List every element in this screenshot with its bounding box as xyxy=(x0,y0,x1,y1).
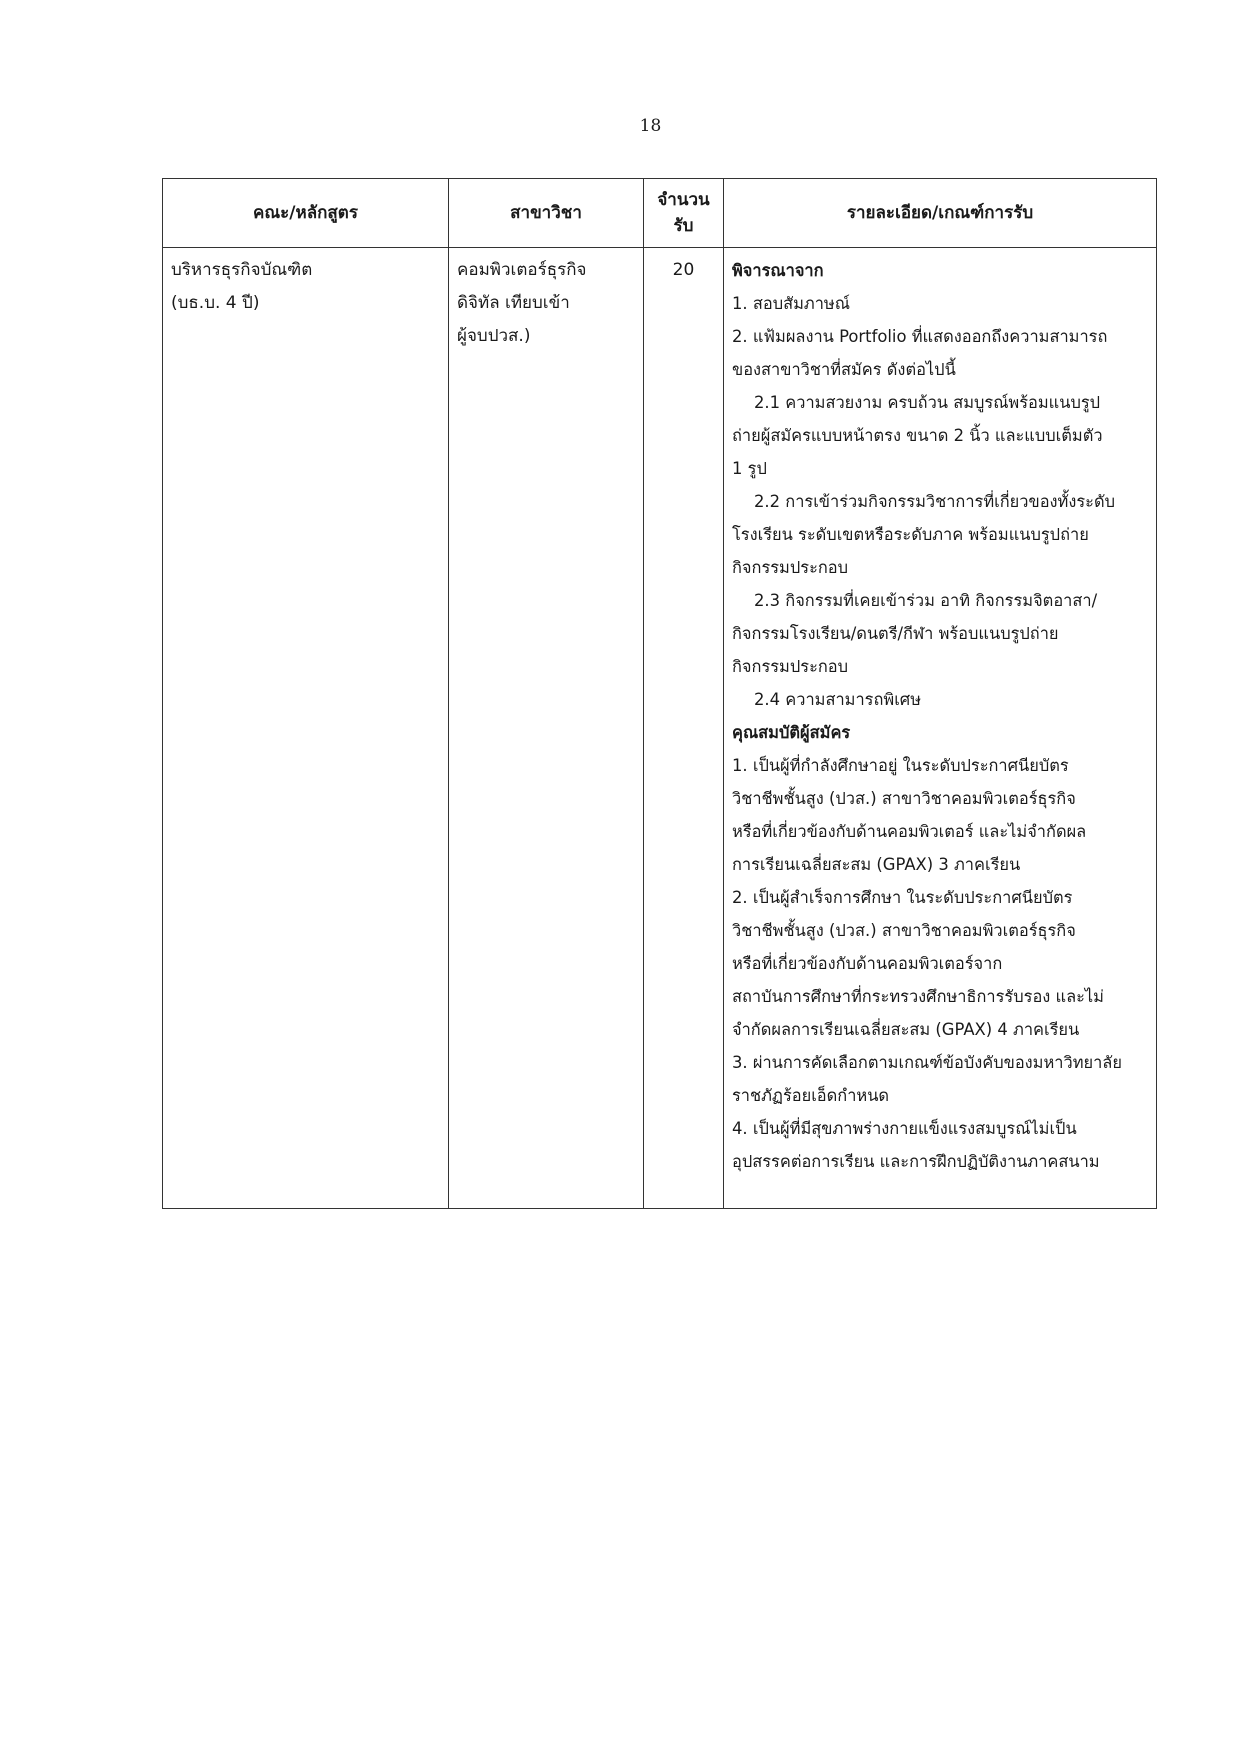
portfolio-line: โรงเรียน ระดับเขตหรือระดับภาค พร้อมแนบรูปถ่าย xyxy=(732,525,1089,544)
major-line: คอมพิวเตอร์ธุรกิจ xyxy=(457,260,587,280)
header-details: รายละเอียด/เกณฑ์การรับ xyxy=(724,179,1157,248)
qualification-title: คุณสมบัติผู้สมัคร xyxy=(732,723,851,742)
admission-table xyxy=(162,178,1157,1209)
consider-line: ของสาขาวิชาที่สมัคร ดังต่อไปนี้ xyxy=(732,360,956,379)
major-line: ผู้จบปวส.) xyxy=(457,326,531,346)
qualification-line: วิชาชีพชั้นสูง (ปวส.) สาขาวิชาคอมพิวเตอร์ธุรกิจ xyxy=(732,921,1076,940)
portfolio-line: 2.3 กิจกรรมที่เคยเข้าร่วม อาทิ กิจกรรมจิตอาสา/ xyxy=(754,591,1098,610)
portfolio-line: ถ่ายผู้สมัครแบบหน้าตรง ขนาด 2 นิ้ว และแบบเต็มตัว xyxy=(732,426,1103,445)
qualification-line: 4. เป็นผู้ที่มีสุขภาพร่างกายแข็งแรงสมบูรณ์ไม่เป็น xyxy=(732,1119,1077,1138)
qualification-line: จำกัดผลการเรียนเฉลี่ยสะสม (GPAX) 4 ภาคเรียน xyxy=(732,1020,1080,1039)
faculty-line: บริหารธุรกิจบัณฑิต xyxy=(171,260,313,280)
portfolio-list xyxy=(732,386,1148,716)
header-faculty: คณะ/หลักสูตร xyxy=(163,179,449,248)
cell-major xyxy=(449,248,644,1209)
header-major: สาขาวิชา xyxy=(449,179,644,248)
table-header-row xyxy=(163,179,1157,248)
major-line: ดิจิทัล เทียบเข้า xyxy=(457,293,570,313)
consider-title: พิจารณาจาก xyxy=(732,261,824,280)
qualification-line: 1. เป็นผู้ที่กำลังศึกษาอยู่ ในระดับประกาศนียบัตร xyxy=(732,756,1069,775)
qualification-line: หรือที่เกี่ยวข้องกับด้านคอมพิวเตอร์จาก xyxy=(732,954,1003,973)
qualification-line: 2. เป็นผู้สำเร็จการศึกษา ในระดับประกาศนียบัตร xyxy=(732,888,1073,907)
cell-faculty xyxy=(163,248,449,1209)
qualification-line: สถาบันการศึกษาที่กระทรวงศึกษาธิการรับรอง และไม่ xyxy=(732,987,1104,1006)
faculty-line: (บธ.บ. 4 ปี) xyxy=(171,293,260,313)
qualification-line: ราชภัฏร้อยเอ็ดกำหนด xyxy=(732,1086,890,1105)
consider-line: 2. แฟ้มผลงาน Portfolio ที่แสดงออกถึงความสามารถ xyxy=(732,327,1108,346)
qualification-line: หรือที่เกี่ยวข้องกับด้านคอมพิวเตอร์ และไม่จำกัดผล xyxy=(732,822,1087,841)
header-quota-line2: รับ xyxy=(673,216,694,236)
portfolio-line: 1 รูป xyxy=(732,459,767,478)
portfolio-line: กิจกรรมประกอบ xyxy=(732,657,849,676)
qualification-list xyxy=(732,749,1148,1178)
qualification-line: 3. ผ่านการคัดเลือกตามเกณฑ์ข้อบังคับของมหาวิทยาลัย xyxy=(732,1053,1122,1072)
portfolio-line: กิจกรรมประกอบ xyxy=(732,558,849,577)
header-quota xyxy=(644,179,724,248)
page-number: 18 xyxy=(639,116,662,136)
consider-list xyxy=(732,287,1148,386)
qualification-line: วิชาชีพชั้นสูง (ปวส.) สาขาวิชาคอมพิวเตอร์ธุรกิจ xyxy=(732,789,1076,808)
qualification-line: การเรียนเฉลี่ยสะสม (GPAX) 3 ภาคเรียน xyxy=(732,855,1021,874)
portfolio-line: 2.2 การเข้าร่วมกิจกรรมวิชาการที่เกี่ยวของทั้งระดับ xyxy=(754,492,1116,511)
portfolio-line: 2.1 ความสวยงาม ครบถ้วน สมบูรณ์พร้อมแนบรูป xyxy=(754,393,1101,412)
header-quota-line1: จำนวน xyxy=(657,190,710,210)
portfolio-line: 2.4 ความสามารถพิเศษ xyxy=(754,690,922,709)
consider-line: 1. สอบสัมภาษณ์ xyxy=(732,294,850,313)
cell-quota: 20 xyxy=(644,248,724,1209)
cell-details xyxy=(724,248,1157,1209)
table-row xyxy=(163,248,1157,1209)
portfolio-line: กิจกรรมโรงเรียน/ดนตรี/กีฬา พร้อบแนบรูปถ่าย xyxy=(732,624,1059,643)
qualification-line: อุปสรรคต่อการเรียน และการฝึกปฏิบัติงานภาคสนาม xyxy=(732,1152,1100,1171)
